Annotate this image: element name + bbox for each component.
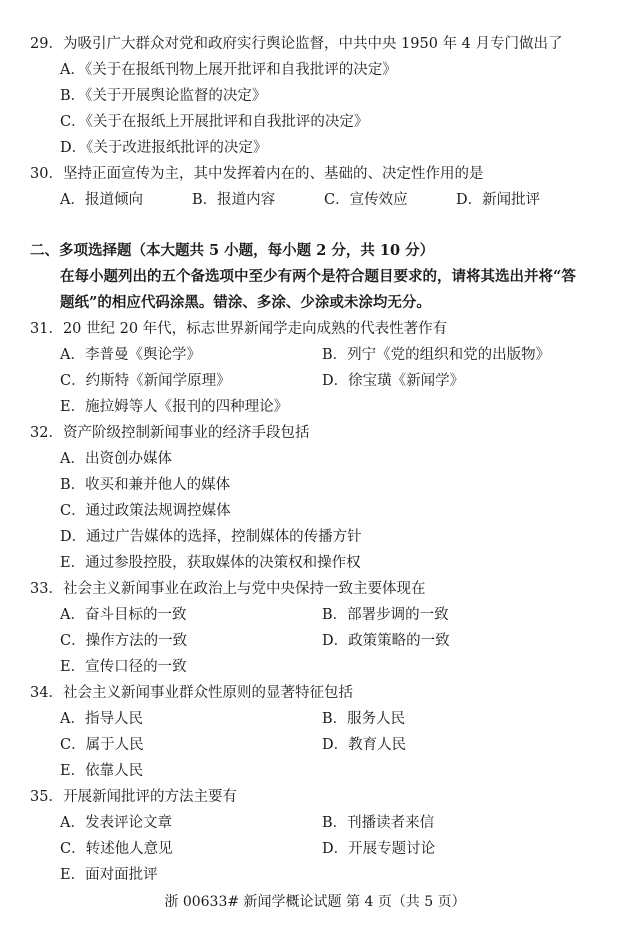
question-29-option-d: D．《关于改进报纸批评的决定》 xyxy=(60,140,268,156)
question-31-stem: 31．20 世纪 20 年代，标志世界新闻学走向成熟的代表性著作有 xyxy=(30,321,448,337)
question-35-option-a: A．发表评论文章 xyxy=(60,815,172,831)
question-29-option-b: B．《关于开展舆论监督的决定》 xyxy=(60,88,267,104)
question-30-option-d: D．新闻批评 xyxy=(456,192,541,208)
question-35-option-e: E．面对面批评 xyxy=(60,867,158,883)
question-30-stem: 30．坚持正面宣传为主，其中发挥着内在的、基础的、决定性作用的是 xyxy=(30,166,484,182)
question-33-option-d: D．政策策略的一致 xyxy=(322,633,450,649)
question-31-option-b: B．列宁《党的组织和党的出版物》 xyxy=(322,347,551,363)
question-34-option-b: B．服务人民 xyxy=(322,711,406,727)
section-2-instruction-line-2: 题纸”的相应代码涂黑。错涂、多涂、少涂或未涂均无分。 xyxy=(60,294,431,311)
question-35-stem: 35．开展新闻批评的方法主要有 xyxy=(30,789,237,805)
question-33-option-b: B．部署步调的一致 xyxy=(322,607,449,623)
question-32-option-c: C．通过政策法规调控媒体 xyxy=(60,503,231,519)
section-2-title: 二、多项选择题（本大题共 5 小题，每小题 2 分，共 10 分） xyxy=(30,242,435,259)
question-29-stem: 29．为吸引广大群众对党和政府实行舆论监督，中共中央 1950 年 4 月专门做出了 xyxy=(30,36,563,52)
page-footer: 浙 00633# 新闻学概论试题 第 4 页（共 5 页） xyxy=(164,894,466,910)
question-34-option-c: C．属于人民 xyxy=(60,737,144,753)
question-31-option-d: D．徐宝璜《新闻学》 xyxy=(322,373,465,389)
question-31-option-e: E．施拉姆等人《报刊的四种理论》 xyxy=(60,399,289,415)
section-2-instruction-line-1: 在每小题列出的五个备选项中至少有两个是符合题目要求的，请将其选出并将“答 xyxy=(60,268,576,285)
question-33-option-e: E．宣传口径的一致 xyxy=(60,659,187,675)
question-29-option-a: A．《关于在报纸刊物上展开批评和自我批评的决定》 xyxy=(60,62,397,78)
question-31-option-a: A．李普曼《舆论学》 xyxy=(60,347,201,363)
question-34-option-e: E．依靠人民 xyxy=(60,763,144,779)
question-32-option-d: D．通过广告媒体的选择，控制媒体的传播方针 xyxy=(60,529,362,545)
question-33-stem: 33．社会主义新闻事业在政治上与党中央保持一致主要体现在 xyxy=(30,581,426,597)
question-35-option-d: D．开展专题讨论 xyxy=(322,841,436,857)
question-32-option-b: B．收买和兼并他人的媒体 xyxy=(60,477,231,493)
question-29-option-c: C．《关于在报纸上开展批评和自我批评的决定》 xyxy=(60,114,369,130)
question-31-option-c: C．约斯特《新闻学原理》 xyxy=(60,373,231,389)
question-32-stem: 32．资产阶级控制新闻事业的经济手段包括 xyxy=(30,425,310,441)
question-32-option-a: A．出资创办媒体 xyxy=(60,451,172,467)
question-34-option-a: A．指导人民 xyxy=(60,711,143,727)
question-35-option-b: B．刊播读者来信 xyxy=(322,815,435,831)
question-35-option-c: C．转述他人意见 xyxy=(60,841,173,857)
question-30-option-b: B．报道内容 xyxy=(192,192,276,208)
question-30-option-c: C．宣传效应 xyxy=(324,192,408,208)
question-34-option-d: D．教育人民 xyxy=(322,737,407,753)
question-32-option-e: E．通过参股控股，获取媒体的决策权和操作权 xyxy=(60,555,361,571)
question-34-stem: 34．社会主义新闻事业群众性原则的显著特征包括 xyxy=(30,685,353,701)
question-30-option-a: A．报道倾向 xyxy=(60,192,143,208)
question-33-option-a: A．奋斗目标的一致 xyxy=(60,607,187,623)
question-33-option-c: C．操作方法的一致 xyxy=(60,633,188,649)
